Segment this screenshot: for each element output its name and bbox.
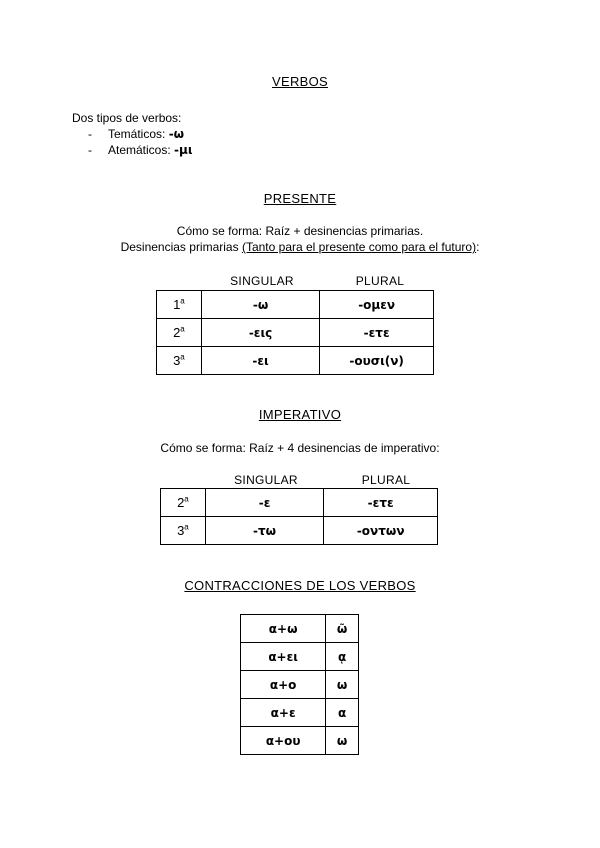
singular-ending: -ει bbox=[201, 347, 319, 375]
imperativo-table bbox=[160, 488, 438, 545]
contraction-combo: α+ω bbox=[241, 615, 326, 643]
contracciones-title: CONTRACCIONES DE LOS VERBOS bbox=[184, 578, 416, 593]
plural-ending: -ουσι(ν) bbox=[320, 347, 434, 375]
list-item-tematicos: - Temáticos: -ω bbox=[88, 127, 185, 141]
contraction-combo: α+ο bbox=[241, 671, 326, 699]
list-item-atematicos: - Atemáticos: -μι bbox=[88, 143, 193, 157]
contraction-combo: α+ε bbox=[241, 699, 326, 727]
table-row bbox=[157, 347, 434, 375]
table-row bbox=[157, 291, 434, 319]
presente-col-singular: SINGULAR bbox=[230, 274, 294, 288]
table-row bbox=[241, 643, 359, 671]
contraction-result: ω bbox=[326, 727, 359, 755]
plural-ending: -ετε bbox=[324, 489, 438, 517]
imperativo-col-plural: PLURAL bbox=[361, 473, 411, 487]
contraction-result: ᾳ bbox=[326, 643, 359, 671]
table-row bbox=[241, 671, 359, 699]
row-number: 3$^a$ bbox=[161, 517, 206, 545]
contraction-result: ω bbox=[326, 671, 359, 699]
table-row bbox=[161, 517, 438, 545]
contraction-result: ῶ bbox=[326, 615, 359, 643]
table-row bbox=[241, 615, 359, 643]
contraction-combo: α+ου bbox=[241, 727, 326, 755]
row-number: 2$^a$ bbox=[157, 319, 202, 347]
presente-title: PRESENTE bbox=[263, 191, 337, 206]
plural-ending: -οντων bbox=[324, 517, 438, 545]
imperativo-title: IMPERATIVO bbox=[258, 407, 342, 422]
contraction-combo: α+ει bbox=[241, 643, 326, 671]
singular-ending: -ε bbox=[205, 489, 324, 517]
plural-ending: -ομεν bbox=[320, 291, 434, 319]
imperativo-col-singular: SINGULAR bbox=[234, 473, 298, 487]
table-row bbox=[157, 319, 434, 347]
singular-ending: -ω bbox=[201, 291, 319, 319]
presente-line2: Desinencias primarias (Tanto para el presente como para el futuro): bbox=[120, 240, 480, 254]
singular-ending: -εις bbox=[201, 319, 319, 347]
row-number: 2$^a$ bbox=[161, 489, 206, 517]
verbos-title: VERBOS bbox=[272, 74, 328, 89]
presente-line1: Cómo se forma: Raíz + desinencias primarias. bbox=[176, 224, 424, 238]
table-row bbox=[161, 489, 438, 517]
row-number: 1$^a$ bbox=[157, 291, 202, 319]
presente-col-plural: PLURAL bbox=[355, 274, 405, 288]
verbos-intro: Dos tipos de verbos: bbox=[72, 111, 182, 125]
contraction-result: α bbox=[326, 699, 359, 727]
plural-ending: -ετε bbox=[320, 319, 434, 347]
table-row bbox=[241, 727, 359, 755]
row-number: 3$^a$ bbox=[157, 347, 202, 375]
contracciones-table bbox=[240, 614, 359, 755]
singular-ending: -τω bbox=[205, 517, 324, 545]
table-row bbox=[241, 699, 359, 727]
presente-table bbox=[156, 290, 434, 375]
imperativo-line1: Cómo se forma: Raíz + 4 desinencias de imperativo: bbox=[160, 441, 440, 455]
